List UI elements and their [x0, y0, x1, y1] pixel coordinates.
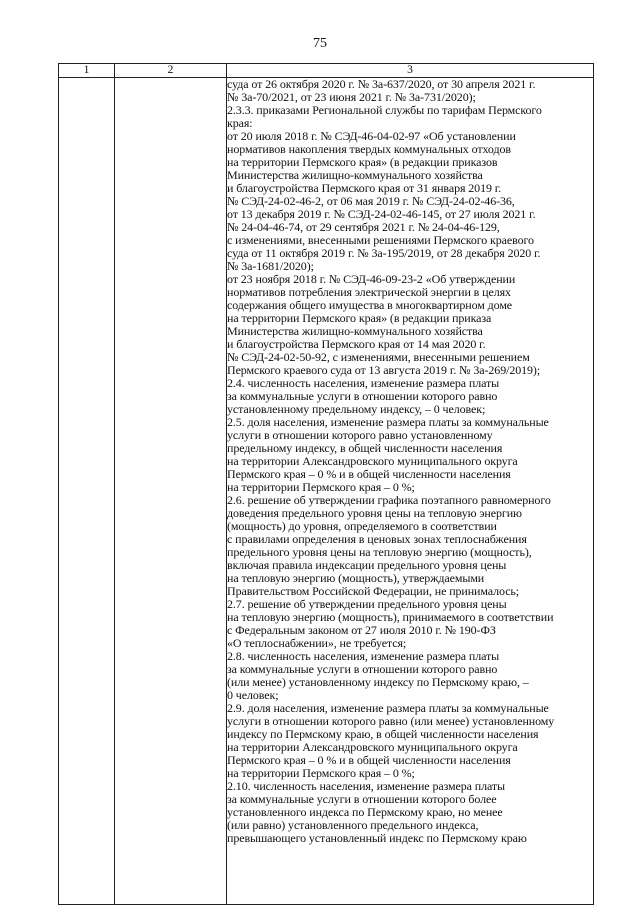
text-line: установленному предельному индексу, – 0 человек; — [227, 402, 486, 416]
text-line: предельного уровня цены на тепловую энергию (мощность), — [227, 545, 532, 559]
text-line: 2.10. численность населения, изменение размера платы — [227, 779, 506, 793]
page-number: 75 — [313, 36, 327, 51]
text-line: 2.5. доля населения, изменение размера платы за коммунальные — [227, 415, 549, 429]
text-line: от 13 декабря 2019 г. № СЭД-24-02-46-145, от 27 июля 2021 г. — [227, 207, 536, 221]
content-table — [58, 63, 594, 905]
text-line: № 3а-70/2021, от 23 июня 2021 г. № 3а-731/2020); — [227, 90, 476, 104]
text-line: Пермского края – 0 % и в общей численности населения — [227, 467, 511, 481]
column-3-cell — [227, 78, 594, 905]
text-line: 2.4. численность населения, изменение размера платы — [227, 376, 500, 390]
text-line: № 24-04-46-74, от 29 сентября 2021 г. № 24-04-46-129, — [227, 220, 500, 234]
text-line: и благоустройства Пермского края от 14 мая 2020 г. — [227, 337, 486, 351]
column-header-1: 1 — [59, 64, 115, 78]
column-header-3: 3 — [227, 64, 594, 78]
text-line: 2.3.3. приказами Региональной службы по тарифам Пермского — [227, 103, 542, 117]
text-line: суда от 26 октября 2020 г. № 3а-637/2020, от 30 апреля 2021 г. — [227, 77, 536, 91]
text-line: 2.6. решение об утверждении графика поэтапного равномерного — [227, 493, 551, 507]
text-line: Правительством Российской Федерации, не принималось; — [227, 584, 520, 598]
text-line: Министерства жилищно-коммунального хозяйства — [227, 324, 483, 338]
text-line: доведения предельного уровня цены на тепловую энергию — [227, 506, 522, 520]
text-line: на территории Пермского края – 0 %; — [227, 766, 415, 780]
text-line: с Федеральным законом от 27 июля 2010 г. № 190-ФЗ — [227, 623, 496, 637]
text-line: с изменениями, внесенными решениями Пермского краевого — [227, 233, 534, 247]
text-line: на тепловую энергию (мощность), принимаемого в соответствии — [227, 610, 554, 624]
text-line: на тепловую энергию (мощность), утверждаемыми — [227, 571, 485, 585]
text-line: на территории Пермского края – 0 %; — [227, 480, 415, 494]
text-line: Пермского края – 0 % и в общей численности населения — [227, 753, 511, 767]
text-line: предельному индексу, в общей численности населения — [227, 441, 503, 455]
text-line: с правилами определения в ценовых зонах теплоснабжения — [227, 532, 527, 546]
column-1-cell — [59, 78, 115, 905]
text-line: на территории Пермского края» (в редакции приказов — [227, 155, 498, 169]
text-line: установленного индекса по Пермскому краю, но менее — [227, 805, 503, 819]
text-line: Пермского краевого суда от 13 августа 2019 г. № 3а-269/2019); — [227, 363, 541, 377]
text-line: и благоустройства Пермского края от 31 января 2019 г. — [227, 181, 502, 195]
text-line: услуги в отношении которого равно установленному — [227, 428, 493, 442]
column-header-2: 2 — [115, 64, 227, 78]
text-line: 2.9. доля населения, изменение размера платы за коммунальные — [227, 701, 549, 715]
text-line: 2.7. решение об утверждении предельного уровня цены — [227, 597, 507, 611]
text-line: (мощность) до уровня, определяемого в соответствии — [227, 519, 497, 533]
text-line: № 3а-1681/2020); — [227, 259, 314, 273]
text-line: на территории Александровского муниципального округа — [227, 740, 518, 754]
text-line: (или равно) установленного предельного индекса, — [227, 818, 479, 832]
text-line: услуги в отношении которого равно (или менее) установленному — [227, 714, 555, 728]
text-line: включая правила индексации предельного уровня цены — [227, 558, 507, 572]
text-line: нормативов накопления твердых коммунальных отходов — [227, 142, 511, 156]
text-line: суда от 11 октября 2019 г. № 3а-195/2019, от 28 декабря 2020 г. — [227, 246, 541, 260]
text-line: «О теплоснабжении», не требуется; — [227, 636, 407, 650]
text-line: Министерства жилищно-коммунального хозяйства — [227, 168, 483, 182]
text-line: № СЭД-24-02-46-2, от 06 мая 2019 г. № СЭД-24-02-46-36, — [227, 194, 515, 208]
text-line: на территории Александровского муниципального округа — [227, 454, 518, 468]
text-block — [227, 78, 593, 845]
text-line: на территории Пермского края» (в редакции приказа — [227, 311, 492, 325]
column-2-cell — [115, 78, 227, 905]
text-line: 0 человек; — [227, 688, 279, 702]
text-line: от 23 ноября 2018 г. № СЭД-46-09-23-2 «Об утверждении — [227, 272, 516, 286]
text-line: края: — [227, 116, 253, 130]
text-line: индексу по Пермскому краю, в общей численности населения — [227, 727, 539, 741]
text-line: от 20 июля 2018 г. № СЭД-46-04-02-97 «Об установлении — [227, 129, 516, 143]
text-line: № СЭД-24-02-50-92, с изменениями, внесенными решением — [227, 350, 530, 364]
text-line: содержания общего имущества в многоквартирном доме — [227, 298, 513, 312]
text-line: нормативов потребления электрической энергии в целях — [227, 285, 511, 299]
text-line: за коммунальные услуги в отношении которого равно — [227, 389, 498, 403]
text-line: 2.8. численность населения, изменение размера платы — [227, 649, 500, 663]
text-line: за коммунальные услуги в отношении которого равно — [227, 662, 498, 676]
text-line: за коммунальные услуги в отношении которого более — [227, 792, 497, 806]
text-line: превышающего установленный индекс по Пермскому краю — [227, 831, 527, 845]
table-header-row — [59, 64, 594, 78]
text-line: (или менее) установленному индексу по Пермскому краю, – — [227, 675, 529, 689]
table-row — [59, 78, 594, 905]
